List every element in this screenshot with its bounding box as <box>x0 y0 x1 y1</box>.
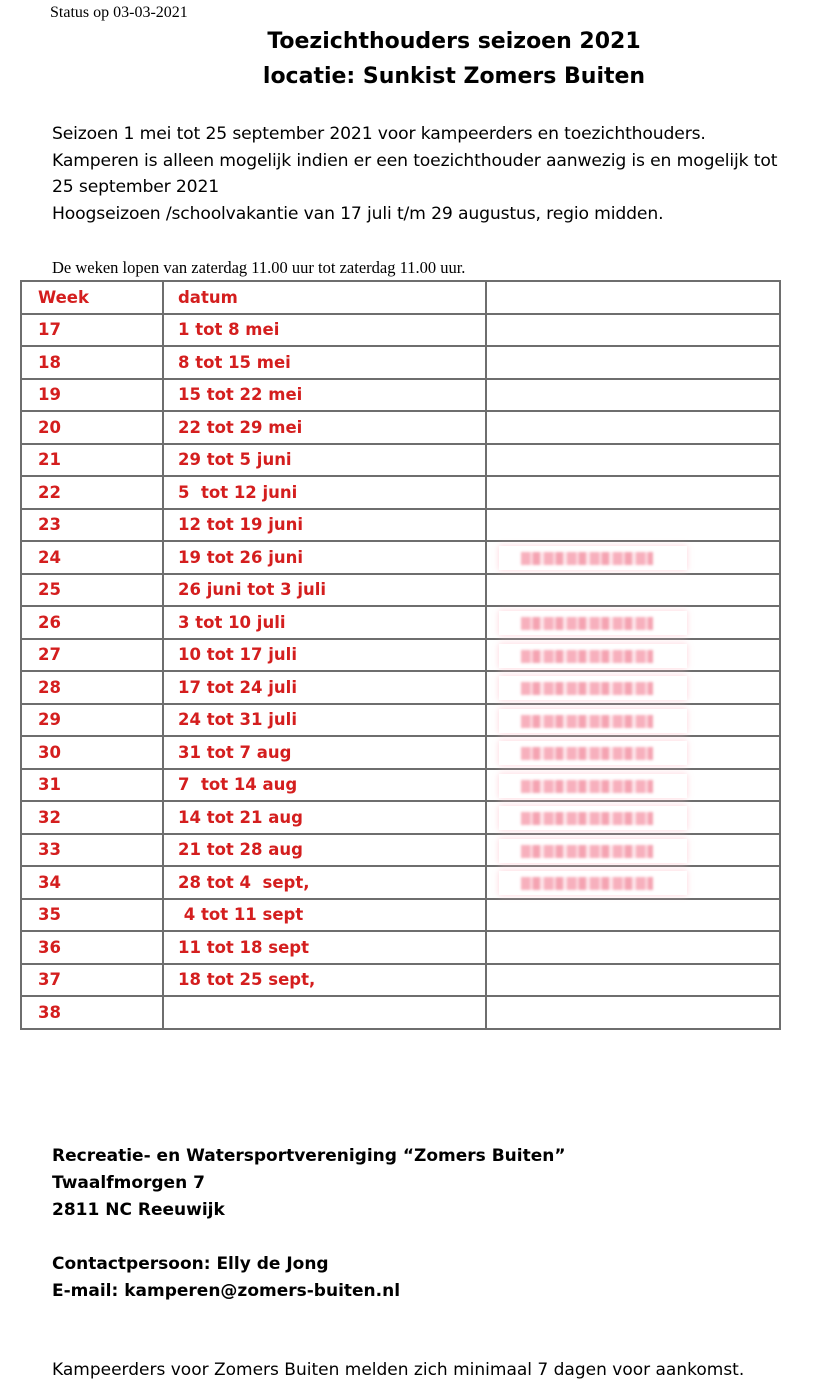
contact-block <box>52 1251 400 1305</box>
week-number: 18 <box>21 346 163 379</box>
supervisor-cell <box>486 736 780 769</box>
week-dates: 21 tot 28 aug <box>163 834 486 867</box>
weeks-note: De weken lopen van zaterdag 11.00 uur tot zaterdag 11.00 uur. <box>52 258 466 277</box>
supervisor-cell <box>486 899 780 932</box>
table-row <box>21 509 780 542</box>
redacted-name <box>499 709 687 733</box>
supervisor-cell <box>486 444 780 477</box>
week-number: 22 <box>21 476 163 509</box>
table-row <box>21 379 780 412</box>
blurred-text <box>521 715 653 728</box>
supervisor-cell <box>486 379 780 412</box>
week-number: 34 <box>21 866 163 899</box>
week-dates: 8 tot 15 mei <box>163 346 486 379</box>
table-row <box>21 704 780 737</box>
supervisor-cell <box>486 411 780 444</box>
table-row <box>21 834 780 867</box>
redacted-name <box>499 611 687 635</box>
intro-line: Kamperen is alleen mogelijk indien er een toezichthouder aanwezig is en mogelijk tot <box>52 150 778 171</box>
supervisor-cell <box>486 704 780 737</box>
week-number: 35 <box>21 899 163 932</box>
table-row <box>21 899 780 932</box>
blurred-text <box>521 617 653 630</box>
week-number: 29 <box>21 704 163 737</box>
week-dates: 11 tot 18 sept <box>163 931 486 964</box>
footer-note: Kampeerders voor Zomers Buiten melden zich minimaal 7 dagen voor aankomst. <box>52 1360 745 1380</box>
week-number: 17 <box>21 314 163 347</box>
week-dates: 15 tot 22 mei <box>163 379 486 412</box>
schedule-table <box>20 280 781 1030</box>
week-dates: 10 tot 17 juli <box>163 639 486 672</box>
table-row <box>21 606 780 639</box>
week-dates: 24 tot 31 juli <box>163 704 486 737</box>
table-row <box>21 411 780 444</box>
supervisor-cell <box>486 574 780 607</box>
supervisor-cell <box>486 834 780 867</box>
location-subtitle: locatie: Sunkist Zomers Buiten <box>262 64 646 89</box>
header-week: Week <box>21 281 163 314</box>
status-date: Status op 03-03-2021 <box>50 4 188 21</box>
week-number: 21 <box>21 444 163 477</box>
week-number: 33 <box>21 834 163 867</box>
week-dates: 17 tot 24 juli <box>163 671 486 704</box>
supervisor-cell <box>486 866 780 899</box>
redacted-name <box>499 839 687 863</box>
redacted-name <box>499 774 687 798</box>
intro-line: 25 september 2021 <box>52 177 220 197</box>
blurred-text <box>521 650 653 663</box>
week-dates: 1 tot 8 mei <box>163 314 486 347</box>
week-number: 36 <box>21 931 163 964</box>
address-block <box>52 1143 566 1224</box>
table-row <box>21 639 780 672</box>
week-dates: 22 tot 29 mei <box>163 411 486 444</box>
week-dates: 5 tot 12 juni <box>163 476 486 509</box>
table-row <box>21 476 780 509</box>
week-number: 27 <box>21 639 163 672</box>
table-header-row <box>21 281 780 314</box>
week-dates: 14 tot 21 aug <box>163 801 486 834</box>
supervisor-cell <box>486 769 780 802</box>
week-number: 19 <box>21 379 163 412</box>
week-dates: 3 tot 10 juli <box>163 606 486 639</box>
table-row <box>21 964 780 997</box>
week-number: 23 <box>21 509 163 542</box>
blurred-text <box>521 845 653 858</box>
week-dates: 12 tot 19 juni <box>163 509 486 542</box>
blurred-text <box>521 682 653 695</box>
street-address: Twaalfmorgen 7 <box>52 1173 205 1193</box>
blurred-text <box>521 552 653 565</box>
table-row <box>21 769 780 802</box>
week-dates: 28 tot 4 sept, <box>163 866 486 899</box>
table-row <box>21 541 780 574</box>
table-row <box>21 671 780 704</box>
table-row <box>21 574 780 607</box>
supervisor-cell <box>486 541 780 574</box>
contact-email: E-mail: kamperen@zomers-buiten.nl <box>52 1281 401 1301</box>
table-row <box>21 314 780 347</box>
week-number: 28 <box>21 671 163 704</box>
supervisor-cell <box>486 671 780 704</box>
blurred-text <box>521 812 653 825</box>
organization-name: Recreatie- en Watersportvereniging “Zomers Buiten” <box>52 1146 566 1166</box>
redacted-name <box>499 644 687 668</box>
supervisor-cell <box>486 964 780 997</box>
supervisor-cell <box>486 606 780 639</box>
week-number: 31 <box>21 769 163 802</box>
redacted-name <box>499 871 687 895</box>
table-row <box>21 736 780 769</box>
blurred-text <box>521 877 653 890</box>
redacted-name <box>499 806 687 830</box>
intro-line: Seizoen 1 mei tot 25 september 2021 voor kampeerders en toezichthouders. <box>52 124 706 144</box>
week-dates: 31 tot 7 aug <box>163 736 486 769</box>
supervisor-cell <box>486 314 780 347</box>
table-row <box>21 931 780 964</box>
supervisor-cell <box>486 639 780 672</box>
intro-paragraph <box>52 121 822 227</box>
table-row <box>21 444 780 477</box>
table-row <box>21 801 780 834</box>
blurred-text <box>521 780 653 793</box>
supervisor-cell <box>486 996 780 1029</box>
postal-city: 2811 NC Reeuwijk <box>52 1200 225 1220</box>
week-number: 38 <box>21 996 163 1029</box>
header-supervisor <box>486 281 780 314</box>
supervisor-cell <box>486 801 780 834</box>
redacted-name <box>499 676 687 700</box>
redacted-name <box>499 546 687 570</box>
week-number: 30 <box>21 736 163 769</box>
week-number: 25 <box>21 574 163 607</box>
week-number: 20 <box>21 411 163 444</box>
week-number: 26 <box>21 606 163 639</box>
table-row <box>21 996 780 1029</box>
week-number: 37 <box>21 964 163 997</box>
redacted-name <box>499 741 687 765</box>
intro-line: Hoogseizoen /schoolvakantie van 17 juli t/m 29 augustus, regio midden. <box>52 203 664 224</box>
week-number: 24 <box>21 541 163 574</box>
table-row <box>21 866 780 899</box>
blurred-text <box>521 747 653 760</box>
week-dates: 18 tot 25 sept, <box>163 964 486 997</box>
week-dates <box>163 996 486 1029</box>
week-dates: 29 tot 5 juni <box>163 444 486 477</box>
week-dates: 19 tot 26 juni <box>163 541 486 574</box>
week-dates: 7 tot 14 aug <box>163 769 486 802</box>
header-datum: datum <box>163 281 486 314</box>
supervisor-cell <box>486 931 780 964</box>
contact-person: Contactpersoon: Elly de Jong <box>52 1254 329 1274</box>
supervisor-cell <box>486 476 780 509</box>
week-dates: 26 juni tot 3 juli <box>163 574 486 607</box>
supervisor-cell <box>486 346 780 379</box>
page-title: Toezichthouders seizoen 2021 <box>267 29 641 54</box>
week-dates: 4 tot 11 sept <box>163 899 486 932</box>
supervisor-cell <box>486 509 780 542</box>
table-row <box>21 346 780 379</box>
week-number: 32 <box>21 801 163 834</box>
